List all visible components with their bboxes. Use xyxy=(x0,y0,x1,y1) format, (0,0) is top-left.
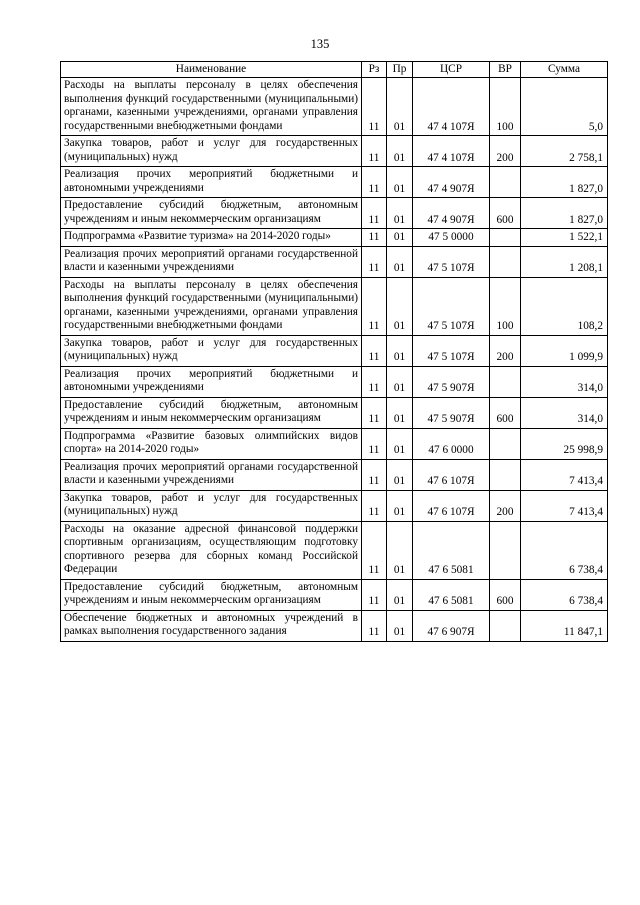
row-name: Предоставление субсидий бюджетным, автономным учреждениям и иным некоммерческим организациям xyxy=(61,579,362,610)
row-vr: 600 xyxy=(490,397,521,428)
row-sum: 2 758,1 xyxy=(521,136,608,167)
table-row xyxy=(61,198,608,229)
row-name: Предоставление субсидий бюджетным, автономным учреждениям и иным некоммерческим организациям xyxy=(61,198,362,229)
row-rz: 11 xyxy=(362,579,387,610)
row-csr: 47 4 907Я xyxy=(413,198,490,229)
row-pr: 01 xyxy=(387,246,413,277)
row-sum: 7 413,4 xyxy=(521,490,608,521)
table-row xyxy=(61,136,608,167)
row-csr: 47 5 0000 xyxy=(413,229,490,247)
table-row xyxy=(61,521,608,579)
row-csr: 47 5 907Я xyxy=(413,366,490,397)
row-sum: 25 998,9 xyxy=(521,428,608,459)
row-pr: 01 xyxy=(387,277,413,335)
row-csr: 47 4 907Я xyxy=(413,167,490,198)
row-rz: 11 xyxy=(362,490,387,521)
row-rz: 11 xyxy=(362,136,387,167)
row-rz: 11 xyxy=(362,521,387,579)
header-csr: ЦСР xyxy=(413,62,490,78)
row-sum: 1 522,1 xyxy=(521,229,608,247)
row-pr: 01 xyxy=(387,428,413,459)
row-vr: 200 xyxy=(490,136,521,167)
row-name: Закупка товаров, работ и услуг для государственных (муниципальных) нужд xyxy=(61,335,362,366)
row-sum: 1 827,0 xyxy=(521,167,608,198)
row-vr xyxy=(490,459,521,490)
row-rz: 11 xyxy=(362,198,387,229)
row-vr xyxy=(490,167,521,198)
row-name: Подпрограмма «Развитие базовых олимпийских видов спорта» на 2014-2020 годы» xyxy=(61,428,362,459)
row-csr: 47 5 907Я xyxy=(413,397,490,428)
row-vr xyxy=(490,366,521,397)
row-csr: 47 6 0000 xyxy=(413,428,490,459)
row-vr: 200 xyxy=(490,335,521,366)
row-pr: 01 xyxy=(387,579,413,610)
row-pr: 01 xyxy=(387,136,413,167)
row-vr: 600 xyxy=(490,198,521,229)
row-vr xyxy=(490,521,521,579)
budget-table xyxy=(60,61,608,642)
row-sum: 11 847,1 xyxy=(521,610,608,641)
row-csr: 47 6 5081 xyxy=(413,521,490,579)
table-row xyxy=(61,459,608,490)
row-rz: 11 xyxy=(362,428,387,459)
row-rz: 11 xyxy=(362,246,387,277)
row-vr: 100 xyxy=(490,277,521,335)
row-name: Расходы на выплаты персоналу в целях обеспечения выполнения функций государственными (муниципальными) органами, казенными учреждениями, органами управления государственными внебюджетными фондами xyxy=(61,277,362,335)
row-pr: 01 xyxy=(387,366,413,397)
row-csr: 47 6 5081 xyxy=(413,579,490,610)
row-csr: 47 4 107Я xyxy=(413,136,490,167)
row-csr: 47 6 107Я xyxy=(413,459,490,490)
row-pr: 01 xyxy=(387,198,413,229)
row-name: Реализация прочих мероприятий бюджетными и автономными учреждениями xyxy=(61,366,362,397)
row-sum: 5,0 xyxy=(521,78,608,136)
row-sum: 108,2 xyxy=(521,277,608,335)
table-row xyxy=(61,490,608,521)
row-sum: 6 738,4 xyxy=(521,521,608,579)
row-vr: 100 xyxy=(490,78,521,136)
row-pr: 01 xyxy=(387,610,413,641)
row-rz: 11 xyxy=(362,335,387,366)
row-csr: 47 5 107Я xyxy=(413,277,490,335)
row-rz: 11 xyxy=(362,167,387,198)
table-row xyxy=(61,277,608,335)
row-sum: 1 827,0 xyxy=(521,198,608,229)
table-row xyxy=(61,610,608,641)
row-rz: 11 xyxy=(362,229,387,247)
table-row xyxy=(61,428,608,459)
header-sum: Сумма xyxy=(521,62,608,78)
row-name: Обеспечение бюджетных и автономных учреждений в рамках выполнения государственного задания xyxy=(61,610,362,641)
row-rz: 11 xyxy=(362,78,387,136)
table-header-row xyxy=(61,62,608,78)
row-pr: 01 xyxy=(387,78,413,136)
row-vr xyxy=(490,428,521,459)
table-row xyxy=(61,579,608,610)
table-row xyxy=(61,335,608,366)
table-row xyxy=(61,246,608,277)
row-name: Подпрограмма «Развитие туризма» на 2014-2020 годы» xyxy=(61,229,362,247)
row-name: Реализация прочих мероприятий бюджетными и автономными учреждениями xyxy=(61,167,362,198)
table-row xyxy=(61,366,608,397)
row-rz: 11 xyxy=(362,610,387,641)
row-vr: 200 xyxy=(490,490,521,521)
row-pr: 01 xyxy=(387,521,413,579)
header-pr: Пр xyxy=(387,62,413,78)
row-sum: 314,0 xyxy=(521,397,608,428)
row-pr: 01 xyxy=(387,397,413,428)
row-csr: 47 4 107Я xyxy=(413,78,490,136)
row-csr: 47 6 107Я xyxy=(413,490,490,521)
row-rz: 11 xyxy=(362,277,387,335)
table-row xyxy=(61,229,608,247)
row-sum: 7 413,4 xyxy=(521,459,608,490)
table-row xyxy=(61,397,608,428)
table-row xyxy=(61,78,608,136)
row-name: Закупка товаров, работ и услуг для государственных (муниципальных) нужд xyxy=(61,490,362,521)
row-csr: 47 5 107Я xyxy=(413,335,490,366)
row-pr: 01 xyxy=(387,490,413,521)
row-vr xyxy=(490,229,521,247)
page-number: 135 xyxy=(310,37,330,51)
row-rz: 11 xyxy=(362,459,387,490)
row-name: Предоставление субсидий бюджетным, автономным учреждениям и иным некоммерческим организациям xyxy=(61,397,362,428)
row-sum: 1 208,1 xyxy=(521,246,608,277)
header-rz: Рз xyxy=(362,62,387,78)
header-name: Наименование xyxy=(61,62,362,78)
row-pr: 01 xyxy=(387,335,413,366)
row-sum: 6 738,4 xyxy=(521,579,608,610)
row-name: Расходы на выплаты персоналу в целях обеспечения выполнения функций государственными (муниципальными) органами, казенными учреждениями, органами управления государственными внебюджетными фондами xyxy=(61,78,362,136)
row-pr: 01 xyxy=(387,229,413,247)
row-sum: 314,0 xyxy=(521,366,608,397)
row-name: Расходы на оказание адресной финансовой поддержки спортивным организациям, осуществляющим подготовку спортивного резерва для сборных команд Российской Федерации xyxy=(61,521,362,579)
row-rz: 11 xyxy=(362,397,387,428)
row-name: Реализация прочих мероприятий органами государственной власти и казенными учреждениями xyxy=(61,246,362,277)
row-sum: 1 099,9 xyxy=(521,335,608,366)
row-csr: 47 5 107Я xyxy=(413,246,490,277)
row-vr: 600 xyxy=(490,579,521,610)
header-vr: ВР xyxy=(490,62,521,78)
row-pr: 01 xyxy=(387,167,413,198)
row-vr xyxy=(490,610,521,641)
table-row xyxy=(61,167,608,198)
row-rz: 11 xyxy=(362,366,387,397)
row-name: Реализация прочих мероприятий органами государственной власти и казенными учреждениями xyxy=(61,459,362,490)
row-name: Закупка товаров, работ и услуг для государственных (муниципальных) нужд xyxy=(61,136,362,167)
row-pr: 01 xyxy=(387,459,413,490)
row-vr xyxy=(490,246,521,277)
row-csr: 47 6 907Я xyxy=(413,610,490,641)
